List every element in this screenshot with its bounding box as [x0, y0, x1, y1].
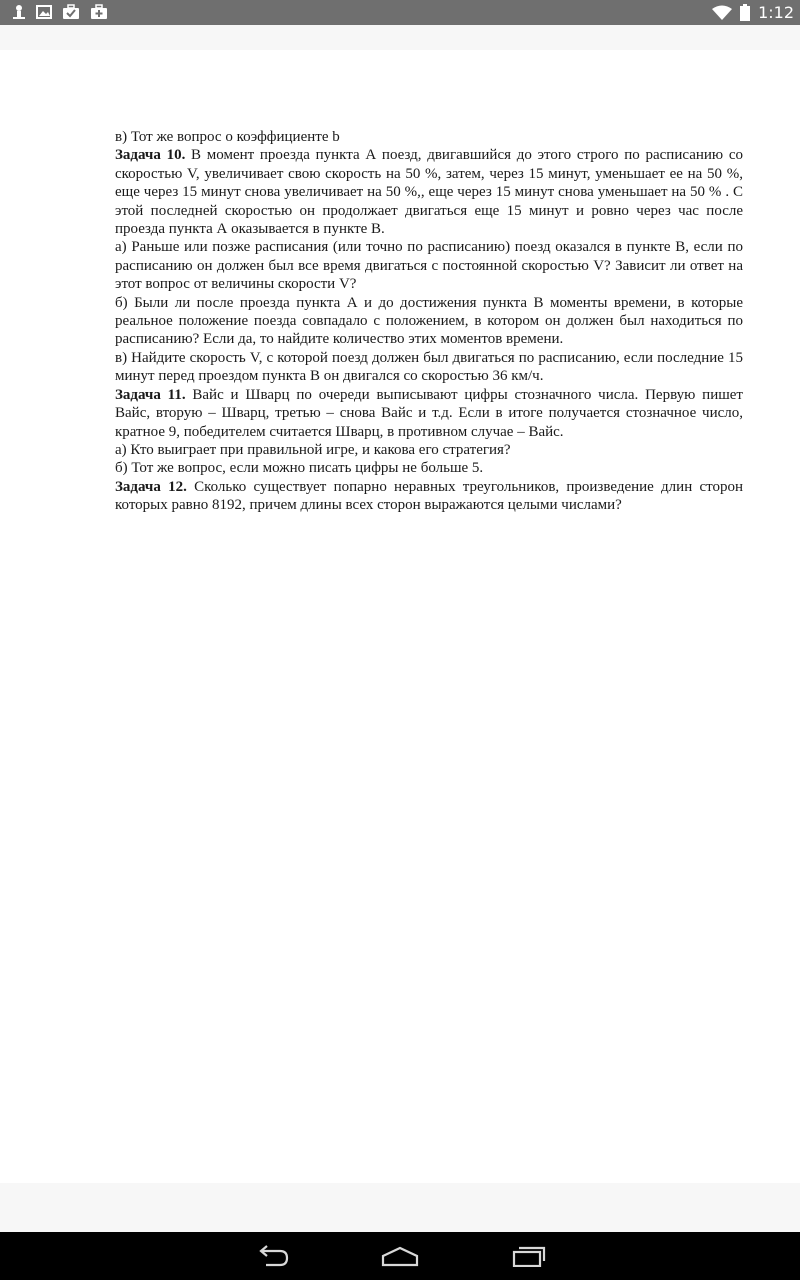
image-notification-icon: [36, 4, 52, 20]
recents-icon: [511, 1245, 547, 1267]
briefcase-check-icon: [62, 4, 80, 20]
task-12: [115, 478, 743, 515]
task-11-part-a: а) Кто выиграет при правильной игре, и какова его стратегия?: [115, 441, 511, 458]
task-10-part-a: а) Раньше или позже расписания (или точно по расписанию) поезд оказался в пункте В, если по расписанию он должен был все время двигаться с постоянной скоростью V? Зависит ли ответ на этот вопрос от величины скорости V?: [115, 239, 743, 293]
person-notification-icon: [12, 4, 26, 20]
back-button[interactable]: [244, 1242, 300, 1270]
viewer-top-margin: [0, 25, 800, 50]
wifi-icon: [712, 5, 732, 21]
task-11-part-b: б) Тот же вопрос, если можно писать цифры не больше 5.: [115, 460, 484, 477]
task-10-title: Задача 10.: [115, 147, 186, 164]
task-10-text: В момент проезда пункта А поезд, двигавшийся до этого строго по расписанию со скоростью V, увеличивает свою скорость на 50 %, затем, через 15 минут, уменьшает ее на 50 %, еще через 15 минут снова увеличивает на 50 %,, еще через 15 минут снова уменьшает на 50 % . С этой последней скоростью он продолжает двигаться еще 15 минут и ровно через час после проезда пункта А оказывается в пункте В.: [115, 147, 743, 238]
home-button[interactable]: [372, 1242, 428, 1270]
task-11: [115, 386, 743, 441]
status-bar: [0, 0, 800, 25]
task-11-text: Вайс и Шварц по очереди выписывают цифры стозначного числа. Первую пишет Вайс, вторую – Шварц, третью – снова Вайс и т.д. Если в итоге получается стозначное число, кратное 9, победителем считается Шварц, в противном случае – Вайс.: [115, 386, 743, 440]
task-10-part-v: в) Найдите скорость V, с которой поезд должен был двигаться по расписанию, если последние 15 минут перед проездом пункта В он двигался со скоростью 36 км/ч.: [115, 349, 743, 385]
system-status: [712, 0, 794, 25]
task-10-part-b: б) Были ли после проезда пункта А и до достижения пункта В моменты времени, в которые реальное положение поезда совпадало с положением, в котором он должен был находиться по расписанию? Если да, то найдите количество этих моментов времени.: [115, 294, 743, 348]
recents-button[interactable]: [501, 1242, 557, 1270]
task-10: [115, 146, 743, 238]
document-text: [115, 128, 743, 515]
back-icon: [254, 1245, 290, 1267]
home-icon: [380, 1245, 420, 1267]
clock: 1:12: [758, 3, 794, 22]
notification-icons: [12, 4, 108, 20]
viewer-bottom-margin: [0, 1183, 800, 1232]
previous-question: в) Тот же вопрос о коэффициенте b: [115, 129, 340, 145]
document-page[interactable]: [0, 50, 800, 1183]
task-11-title: Задача 11.: [115, 386, 186, 403]
battery-icon: [740, 4, 750, 21]
navigation-bar: [0, 1232, 800, 1280]
task-12-title: Задача 12.: [115, 478, 187, 495]
briefcase-add-icon: [90, 4, 108, 20]
task-12-text: Сколько существует попарно неравных треугольников, произведение длин сторон которых равно 8192, причем длины всех сторон выражаются целыми числами?: [115, 478, 743, 514]
